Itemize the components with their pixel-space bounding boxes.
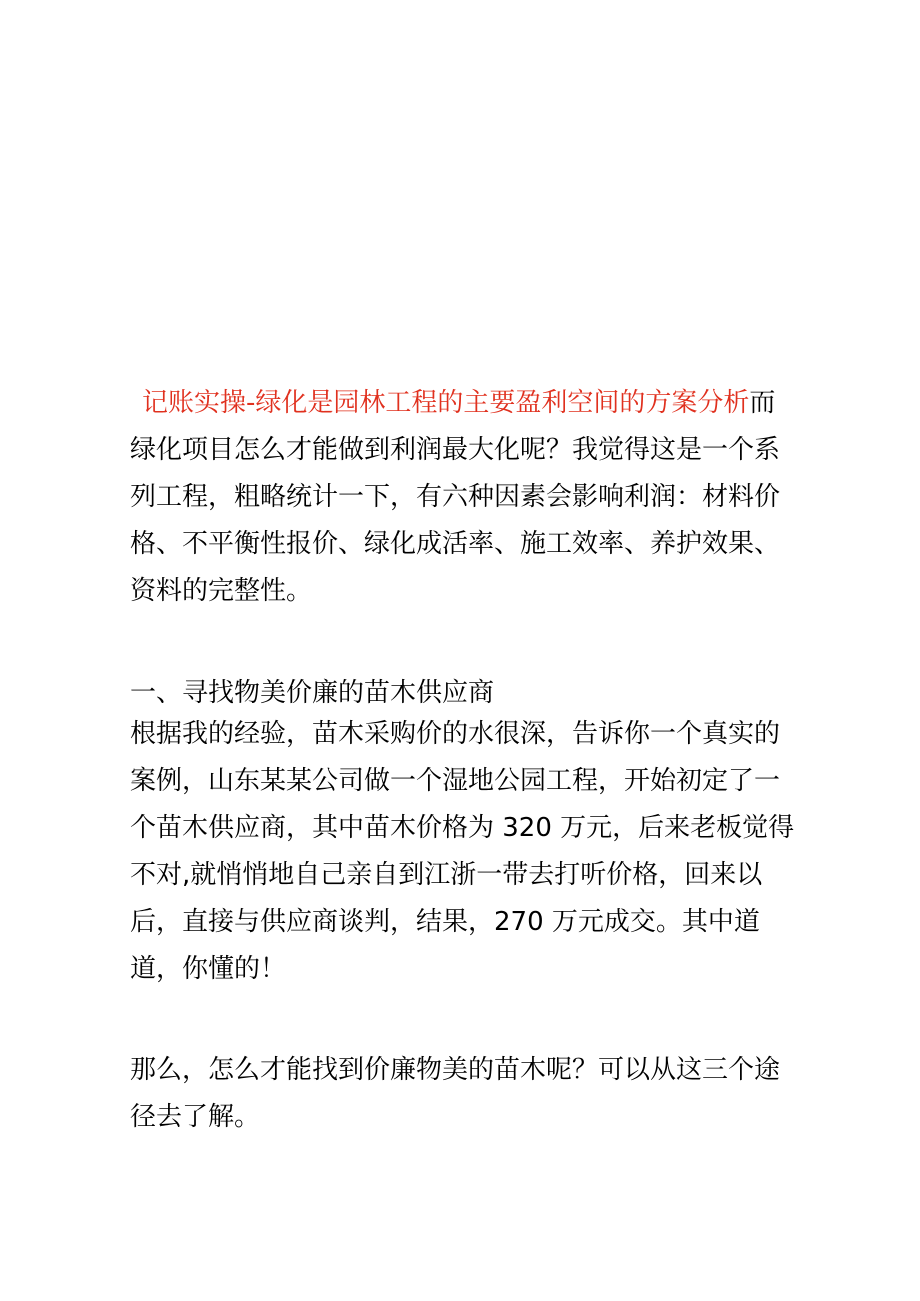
approach-paragraph: 那么，怎么才能找到价廉物美的苗木呢？可以从这三个途径去了解。: [130, 1055, 781, 1132]
intro-paragraph: [130, 380, 795, 615]
intro-text: 而绿化项目怎么才能做到利润最大化呢？我觉得这是一个系列工程，粗略统计一下，有六种因素会影响利润：材料价格、不平衡性报价、绿化成活率、施工效率、养护效果、资料的完整性。: [130, 388, 781, 606]
case-paragraph: 根据我的经验，苗木采购价的水很深，告诉你一个真实的案例，山东某某公司做一个湿地公园工程，开始初定了一个苗木供应商，其中苗木价格为 320 万元，后来老板觉得不对,就悄悄地自己亲自到江浙一带去打听价格，回来以后，直接与供应商谈判，结果，270 万元成交。其中道道，你懂的！: [130, 719, 795, 984]
section-heading: 一、寻找物美价廉的苗木供应商: [130, 678, 495, 708]
document-title: 记账实操-绿化是园林工程的主要盈利空间的方案分析: [142, 388, 750, 418]
